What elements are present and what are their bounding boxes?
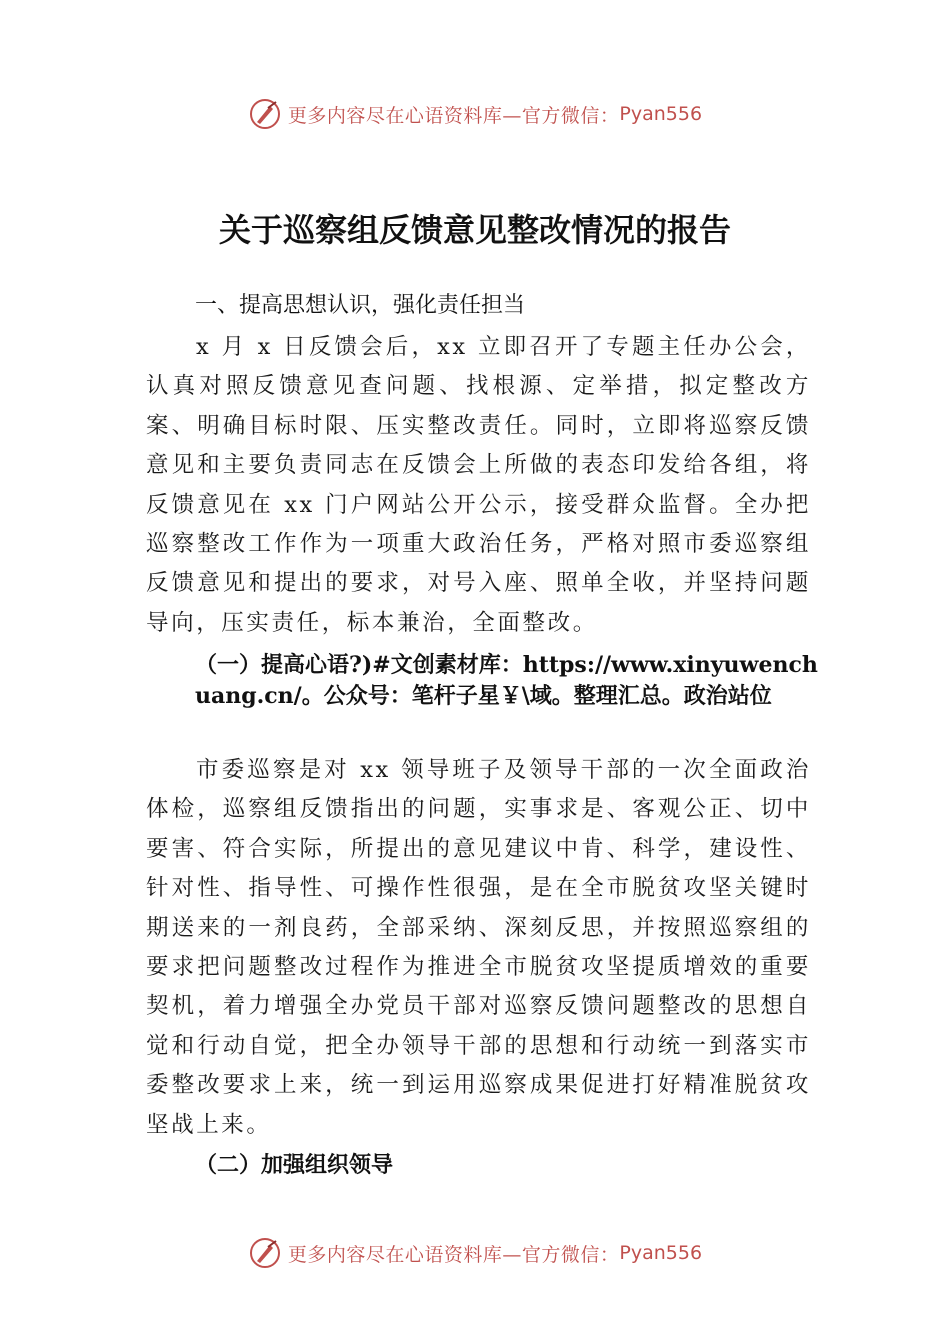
section-heading: 一、提高思想认识，强化责任担当 bbox=[195, 293, 526, 318]
subheading: （二）加强组织领导 bbox=[195, 1152, 394, 1178]
quill-logo-icon bbox=[248, 97, 282, 131]
document-title: 关于巡察组反馈意见整改情况的报告 bbox=[218, 211, 731, 249]
subheading: （一）提高心语?)#文创素材库：https://www.xinyuwenchuang.cn/。公众号：笔杆子星￥\域。整理汇总。政治站位 bbox=[195, 652, 818, 709]
wechat-id: Pyan556 bbox=[619, 1242, 703, 1264]
header-banner bbox=[0, 94, 950, 134]
banner-text: 更多内容尽在心语资料库—官方微信： bbox=[287, 104, 620, 127]
wechat-id: Pyan556 bbox=[619, 103, 703, 125]
quill-logo-icon bbox=[248, 1236, 282, 1270]
footer-banner bbox=[0, 1233, 950, 1273]
body-paragraph: 市委巡察是对 xx 领导班子及领导干部的一次全面政治体检，巡察组反馈指出的问题，实事求是、客观公正、切中要害、符合实际，所提出的意见建议中肯、科学，建设性、针对性、指导性、可操作性很强，是在全市脱贫攻坚关键时期送来的一剂良药，全部采纳、深刻反思，并按照巡察组的要求把问题整改过程作为推进全市脱贫攻坚提质增效的重要契机，着力增强全办党员干部对巡察反馈问题整改的思想自觉和行动自觉，把全办领导干部的思想和行动统一到落实市委整改要求上来，统一到运用巡察成果促进打好精准脱贫攻坚战上来。 bbox=[146, 757, 811, 1138]
banner-text: 更多内容尽在心语资料库—官方微信： bbox=[287, 1243, 620, 1266]
body-paragraph: x 月 x 日反馈会后，xx 立即召开了专题主任办公会，认真对照反馈意见查问题、找根源、定举措，拟定整改方案、明确目标时限、压实整改责任。同时，立即将巡察反馈意见和主要负责同志在反馈会上所做的表态印发给各组，将反馈意见在 xx 门户网站公开公示，接受群众监督。全办把巡察整改工作作为一项重大政治任务，严格对照市委巡察组反馈意见和提出的要求，对号入座、照单全收，并坚持问题导向，压实责任，标本兼治，全面整改。 bbox=[146, 334, 811, 636]
